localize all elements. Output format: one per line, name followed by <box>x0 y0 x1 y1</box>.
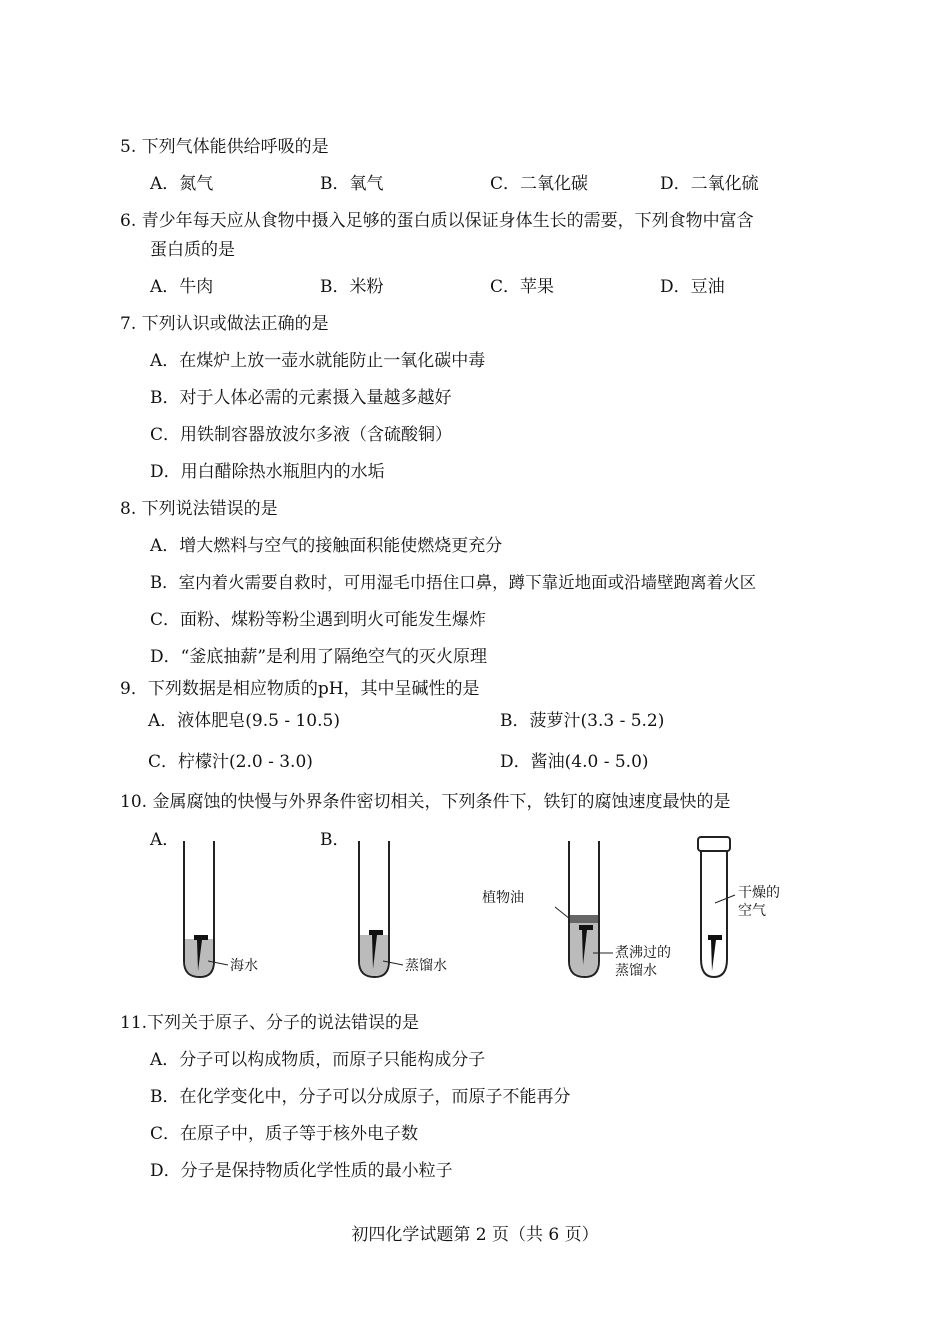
q10-stem: 10. 金属腐蚀的快慢与外界条件密切相关，下列条件下，铁钉的腐蚀速度最快的是 <box>120 792 731 812</box>
q6-stem-line1: 6. 青少年每天应从食物中摄入足够的蛋白质以保证身体生长的需要，下列食物中富含 <box>120 211 754 231</box>
q5-option-c: C．二氧化碳 <box>490 174 589 194</box>
tube-b-label: 蒸馏水 <box>405 958 447 974</box>
tube-a-label: 海水 <box>230 958 258 974</box>
tube-c-water-label-line2: 蒸馏水 <box>615 963 657 979</box>
q7-option-d: D．用白醋除热水瓶胆内的水垢 <box>150 462 385 482</box>
q9-option-d: D．酱油(4.0 - 5.0) <box>500 752 649 772</box>
page-footer: 初四化学试题第 2 页（共 6 页） <box>351 1225 599 1245</box>
q10-option-a-letter: A． <box>150 830 180 850</box>
tube-d-label-line2: 空气 <box>738 903 766 919</box>
q7-option-a: A．在煤炉上放一壶水就能防止一氧化碳中毒 <box>150 351 486 371</box>
q7-stem: 7. 下列认识或做法正确的是 <box>120 314 329 334</box>
q8-option-d: D．“釜底抽薪”是利用了隔绝空气的灭火原理 <box>150 647 488 667</box>
q11-option-d: D．分子是保持物质化学性质的最小粒子 <box>150 1161 453 1181</box>
tube-c-oil-label: 植物油 <box>482 890 524 906</box>
q11-option-a: A．分子可以构成物质，而原子只能构成分子 <box>150 1050 486 1070</box>
q11-option-c: C．在原子中，质子等于核外电子数 <box>150 1124 419 1144</box>
q6-stem-line2: 蛋白质的是 <box>150 240 235 260</box>
q10-option-b-letter: B． <box>320 830 350 850</box>
tube-d-label-line1: 干燥的 <box>738 885 780 901</box>
q6-option-a: A．牛肉 <box>150 277 214 297</box>
q6-option-d: D．豆油 <box>660 277 725 297</box>
tube-c-water-label-line1: 煮沸过的 <box>615 945 671 961</box>
q11-stem: 11.下列关于原子、分子的说法错误的是 <box>120 1013 420 1033</box>
q9-stem: 9．下列数据是相应物质的pH，其中呈碱性的是 <box>120 679 480 699</box>
q9-option-c: C．柠檬汁(2.0 - 3.0) <box>148 752 313 772</box>
q5-option-b: B．氧气 <box>320 174 384 194</box>
q6-option-c: C．苹果 <box>490 277 555 297</box>
q7-option-c: C．用铁制容器放波尔多液（含硫酸铜） <box>150 425 453 445</box>
q8-option-a: A．增大燃料与空气的接触面积能使燃烧更充分 <box>150 536 503 556</box>
q7-option-b: B．对于人体必需的元素摄入量越多越好 <box>150 388 452 408</box>
q8-stem: 8. 下列说法错误的是 <box>120 499 278 519</box>
q5-option-d: D．二氧化硫 <box>660 174 759 194</box>
q5-option-a: A．氮气 <box>150 174 214 194</box>
q11-option-b: B．在化学变化中，分子可以分成原子，而原子不能再分 <box>150 1087 571 1107</box>
q9-option-b: B．菠萝汁(3.3 - 5.2) <box>500 711 665 731</box>
q6-option-b: B．米粉 <box>320 277 384 297</box>
q9-option-a: A．液体肥皂(9.5 - 10.5) <box>148 711 340 731</box>
q8-option-b: B．室内着火需要自救时，可用湿毛巾捂住口鼻，蹲下靠近地面或沿墙壁跑离着火区 <box>150 573 757 592</box>
q8-option-c: C．面粉、煤粉等粉尘遇到明火可能发生爆炸 <box>150 610 487 630</box>
q5-stem: 5. 下列气体能供给呼吸的是 <box>120 137 329 157</box>
